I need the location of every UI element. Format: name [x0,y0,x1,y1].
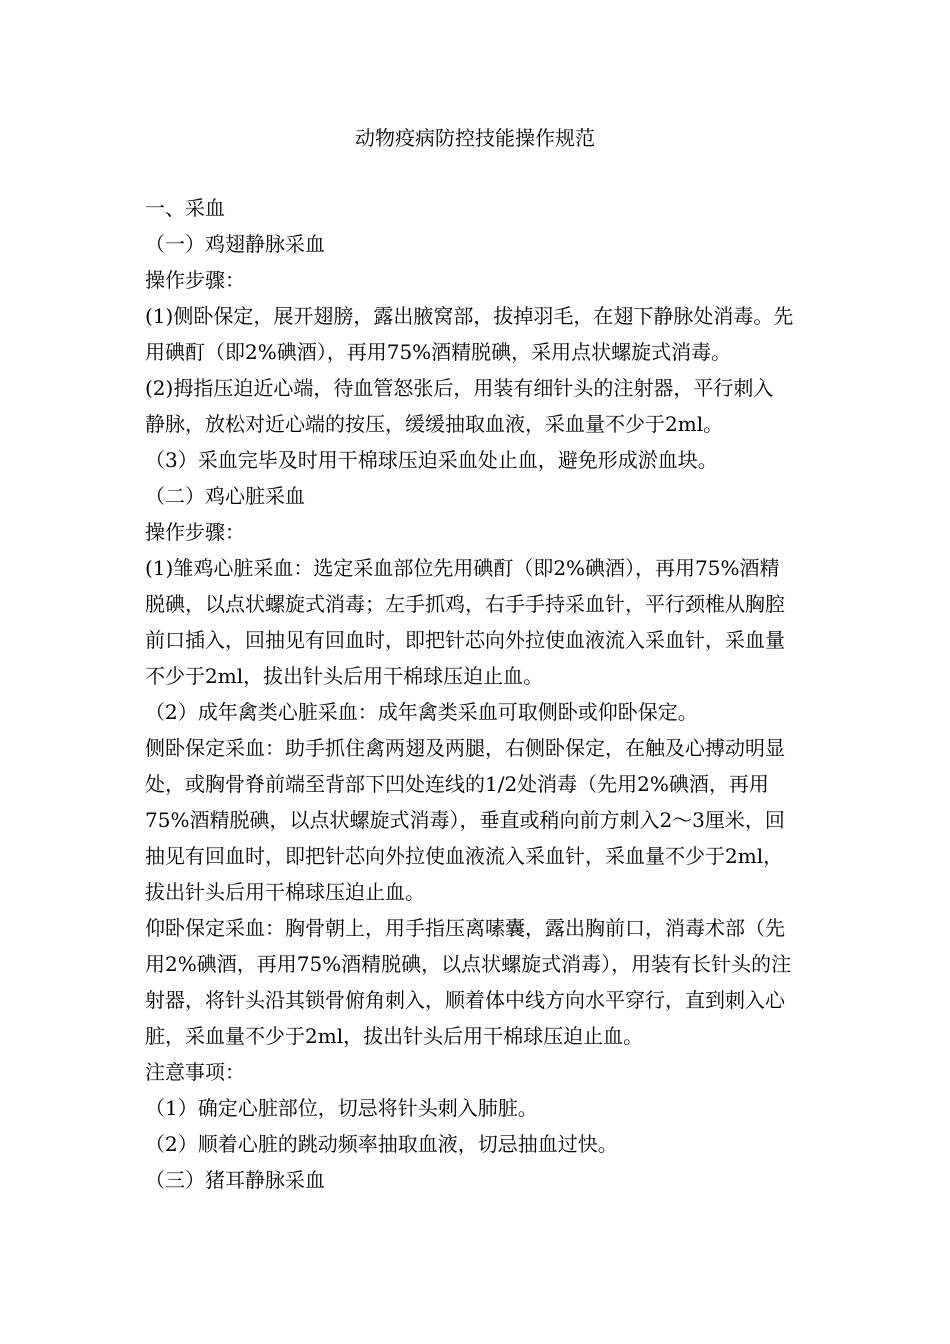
paragraph-line: 脱碘，以点状螺旋式消毒；左手抓鸡，右手手持采血针，平行颈椎从胸腔 [145,592,785,616]
paragraph-line: 用碘酊（即2%碘酒），再用75%酒精脱碘，采用点状螺旋式消毒。 [145,340,732,364]
document-title: 动物疫病防控技能操作规范 [355,126,595,150]
paragraph-line: 抽见有回血时，即把针芯向外拉使血液流入采血针，采血量不少于2ml， [145,844,784,868]
paragraph-line: 前口插入，回抽见有回血时，即把针芯向外拉使血液流入采血针，采血量 [145,628,785,652]
paragraph-line: (1)侧卧保定，展开翅膀，露出腋窝部，拔掉羽毛，在翅下静脉处消毒。先 [145,304,794,328]
paragraph-line: (2)拇指压迫近心端，待血管怒张后，用装有细针头的注射器，平行刺入 [145,376,774,400]
note-item: （1）确定心脏部位，切忌将针头刺入肺脏。 [145,1096,538,1120]
paragraph-line: 处，或胸骨脊前端至背部下凹处连线的1/2处消毒（先用2%碘酒，再用 [145,772,769,796]
steps-label: 操作步骤： [145,268,245,292]
note-item: （2）顺着心脏的跳动频率抽取血液，切忌抽血过快。 [145,1132,618,1156]
paragraph-line: （2）成年禽类心脏采血：成年禽类采血可取侧卧或仰卧保定。 [145,700,698,724]
steps-label: 操作步骤： [145,520,245,544]
paragraph-line: 用2%碘酒，再用75%酒精脱碘，以点状螺旋式消毒），用装有长针头的注 [145,952,792,976]
paragraph-line: 侧卧保定采血：助手抓住禽两翅及两腿，右侧卧保定，在触及心搏动明显 [145,736,785,760]
subsection-heading-wing-vein: （一）鸡翅静脉采血 [145,232,325,256]
paragraph-line: (1)雏鸡心脏采血：选定采血部位先用碘酊（即2%碘酒），再用75%酒精 [145,556,780,580]
subsection-heading-heart: （二）鸡心脏采血 [145,484,305,508]
section-heading-blood-collection: 一、采血 [145,196,225,220]
paragraph-line: 拔出针头后用干棉球压迫止血。 [145,880,425,904]
paragraph-line: 射器，将针头沿其锁骨俯角刺入，顺着体中线方向水平穿行，直到刺入心 [145,988,785,1012]
paragraph-line: 75%酒精脱碘，以点状螺旋式消毒），垂直或稍向前方刺入2～3厘米，回 [145,808,785,832]
paragraph-line: 脏，采血量不少于2ml，拔出针头后用干棉球压迫止血。 [145,1024,644,1048]
subsection-heading-ear-vein: （三）猪耳静脉采血 [145,1168,325,1192]
notes-label: 注意事项： [145,1060,245,1084]
paragraph-line: （3）采血完毕及时用干棉球压迫采血处止血，避免形成淤血块。 [145,448,718,472]
paragraph-line: 静脉，放松对近心端的按压，缓缓抽取血液，采血量不少于2ml。 [145,412,724,436]
paragraph-line: 仰卧保定采血：胸骨朝上，用手指压离嗉囊，露出胸前口，消毒术部（先 [145,916,785,940]
paragraph-line: 不少于2ml，拔出针头后用干棉球压迫止血。 [145,664,544,688]
